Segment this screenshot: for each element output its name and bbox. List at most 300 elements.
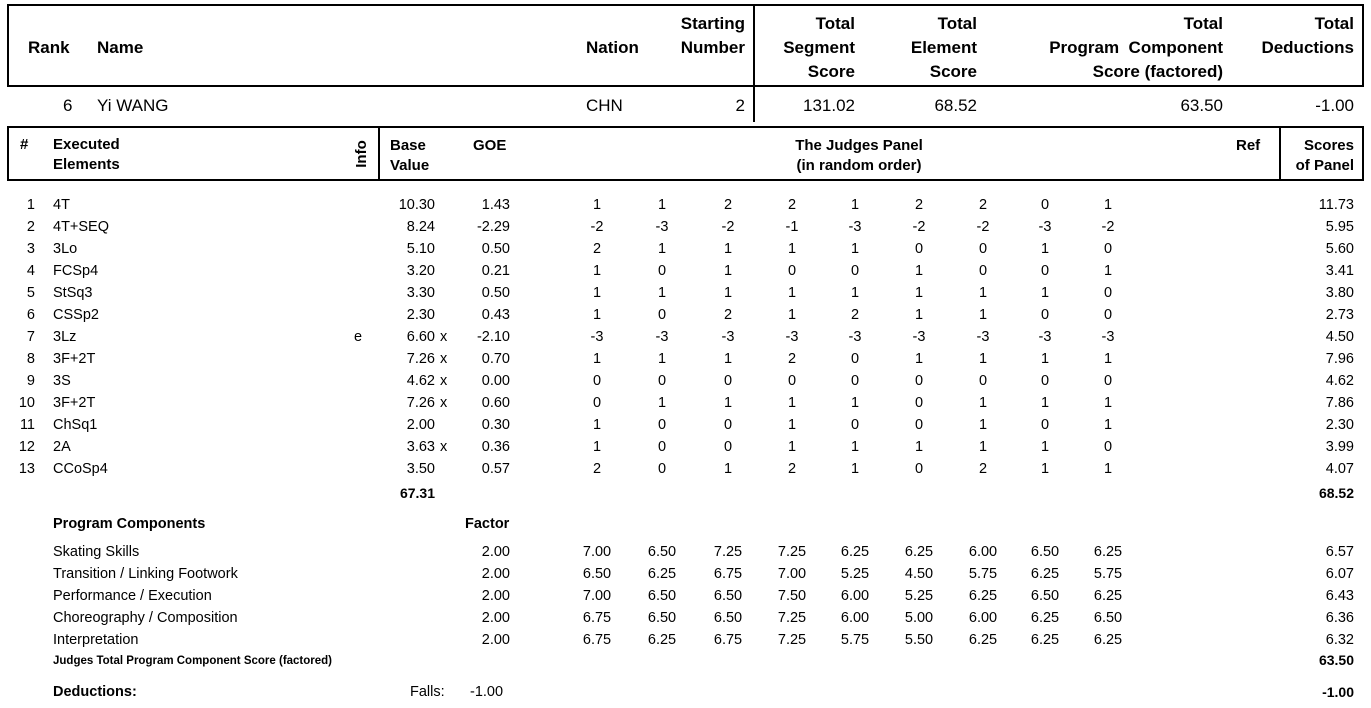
judge-score: 1 [723, 285, 733, 301]
element-panel-score: 5.95 [1325, 219, 1354, 235]
element-row [0, 436, 1371, 458]
judge-score: 0 [1040, 263, 1050, 279]
judge-mark: 6.25 [904, 544, 934, 560]
element-name: CCoSp4 [53, 461, 108, 477]
judge-mark: 7.00 [582, 544, 612, 560]
element-goe: 0.50 [481, 241, 510, 257]
skater-total-deductions: -1.00 [1315, 96, 1354, 115]
judge-score: 0 [850, 351, 860, 367]
judge-score: -3 [721, 329, 735, 345]
judge-mark: 6.50 [713, 588, 743, 604]
element-num: 9 [26, 373, 35, 389]
element-name: FCSp4 [53, 263, 99, 279]
element-goe: 1.43 [481, 197, 510, 213]
element-name: ChSq1 [53, 417, 98, 433]
judge-score: 0 [1040, 307, 1050, 323]
judge-mark: 7.00 [777, 566, 807, 582]
judge-mark: 6.50 [647, 588, 677, 604]
judge-score: 0 [850, 373, 860, 389]
col-num-header: # [20, 136, 29, 153]
element-num: 12 [18, 439, 35, 455]
component-panel-score: 6.57 [1325, 544, 1354, 560]
judge-mark: 6.00 [968, 610, 998, 626]
elements-score-total: 68.52 [1318, 485, 1354, 501]
element-panel-score: 3.99 [1325, 439, 1354, 455]
element-num: 3 [26, 241, 35, 257]
judge-mark: 5.75 [968, 566, 998, 582]
component-panel-score: 6.36 [1325, 610, 1354, 626]
component-factor: 2.00 [481, 632, 510, 648]
judge-score: 1 [657, 351, 667, 367]
header-name: Name [97, 38, 144, 57]
judge-score: 1 [1103, 197, 1113, 213]
element-goe: 0.21 [481, 263, 510, 279]
element-base-value: 4.62 [406, 373, 435, 389]
judge-score: 0 [657, 439, 667, 455]
judge-mark: 5.00 [904, 610, 934, 626]
component-name: Interpretation [53, 632, 139, 648]
element-base-value: 10.30 [398, 197, 435, 213]
col-ref-header: Ref [1236, 137, 1261, 154]
skater-total-element-score: 68.52 [934, 96, 977, 115]
judge-score: 1 [723, 263, 733, 279]
element-base-value: 6.60 [406, 329, 435, 345]
judge-mark: 5.75 [840, 632, 870, 648]
judge-mark: 6.50 [713, 610, 743, 626]
judge-score: -1 [785, 219, 799, 235]
header-total-pcs: Total Program Component Score (factored) [1049, 14, 1223, 81]
component-name: Transition / Linking Footwork [53, 566, 238, 582]
element-num: 6 [26, 307, 35, 323]
element-row [0, 216, 1371, 238]
judge-mark: 6.75 [582, 632, 612, 648]
element-base-value: 3.50 [406, 461, 435, 477]
judge-mark: 6.50 [647, 544, 677, 560]
judge-score: 1 [787, 439, 797, 455]
judge-score: 1 [850, 461, 860, 477]
judge-score: 0 [657, 373, 667, 389]
judge-score: 1 [978, 285, 988, 301]
deductions-label: Deductions: [53, 684, 137, 700]
components-title: Program Components [53, 516, 206, 532]
summary-header-divider [753, 4, 755, 122]
judge-mark: 6.00 [840, 610, 870, 626]
judge-score: 0 [592, 373, 602, 389]
element-row [0, 282, 1371, 304]
judge-score: 1 [723, 241, 733, 257]
element-name: StSq3 [53, 285, 93, 301]
judge-score: 1 [592, 307, 602, 323]
components-total-label: Judges Total Program Component Score (factored) [53, 655, 333, 667]
judge-score: 1 [723, 351, 733, 367]
element-row [0, 414, 1371, 436]
judge-score: -2 [721, 219, 735, 235]
judge-score: -2 [590, 219, 604, 235]
judge-score: 0 [914, 373, 924, 389]
deductions-total: -1.00 [1322, 684, 1354, 700]
element-row [0, 194, 1371, 216]
component-name: Skating Skills [53, 544, 140, 560]
element-base-mark: x [440, 329, 448, 345]
element-goe: -2.10 [476, 329, 510, 345]
judge-score: 0 [1103, 439, 1113, 455]
judge-score: 2 [592, 241, 602, 257]
judge-score: -3 [848, 219, 862, 235]
judge-score: 2 [787, 461, 797, 477]
judge-mark: 6.75 [713, 566, 743, 582]
element-panel-score: 7.96 [1325, 351, 1354, 367]
element-name: 3F+2T [53, 351, 96, 367]
skater-rank: 6 [63, 96, 73, 115]
judge-mark: 6.00 [840, 588, 870, 604]
skater-starting-number: 2 [735, 96, 745, 115]
judge-score: -2 [912, 219, 926, 235]
judge-score: 1 [1040, 461, 1050, 477]
judge-score: 1 [914, 307, 924, 323]
element-num: 10 [18, 395, 35, 411]
element-panel-score: 5.60 [1325, 241, 1354, 257]
judge-score: 1 [1103, 351, 1113, 367]
element-panel-score: 3.80 [1325, 285, 1354, 301]
element-row [0, 458, 1371, 480]
judge-score: 0 [1040, 197, 1050, 213]
judge-score: 1 [914, 285, 924, 301]
judge-score: 0 [657, 417, 667, 433]
judge-mark: 7.00 [582, 588, 612, 604]
judge-score: 0 [657, 307, 667, 323]
judge-score: 1 [1103, 461, 1113, 477]
judge-score: 0 [914, 417, 924, 433]
judge-score: 1 [978, 417, 988, 433]
judge-mark: 6.50 [1030, 588, 1060, 604]
element-row [0, 326, 1371, 348]
component-factor: 2.00 [481, 610, 510, 626]
header-total-segment-score: Total Segment Score [783, 14, 855, 81]
judge-score: 1 [787, 395, 797, 411]
judge-mark: 7.25 [777, 544, 807, 560]
header-starting-number: Starting Number [680, 14, 745, 57]
judge-score: 2 [787, 197, 797, 213]
judge-mark: 6.50 [647, 610, 677, 626]
judge-score: 1 [657, 241, 667, 257]
element-name: CSSp2 [53, 307, 99, 323]
judge-score: 0 [657, 461, 667, 477]
judge-score: 1 [1040, 439, 1050, 455]
judge-mark: 4.50 [904, 566, 934, 582]
element-num: 1 [26, 197, 35, 213]
col-executed-header: Executed Elements [53, 136, 120, 173]
element-name: 3Lz [53, 329, 77, 345]
element-base-value: 3.20 [406, 263, 435, 279]
judge-score: -3 [848, 329, 862, 345]
judge-score: -3 [655, 219, 669, 235]
judge-score: 1 [978, 439, 988, 455]
judge-score: 1 [592, 197, 602, 213]
header-total-element-score: Total Element Score [910, 14, 977, 81]
judge-mark: 6.50 [1093, 610, 1123, 626]
element-name: 3F+2T [53, 395, 96, 411]
judge-score: 0 [723, 417, 733, 433]
judge-score: 0 [1040, 373, 1050, 389]
judge-mark: 6.00 [968, 544, 998, 560]
judge-score: -3 [785, 329, 799, 345]
element-goe: 0.36 [481, 439, 510, 455]
judge-score: 1 [1040, 395, 1050, 411]
judge-score: 1 [787, 307, 797, 323]
judge-score: 2 [723, 197, 733, 213]
judge-score: 1 [914, 263, 924, 279]
judge-score: 2 [787, 351, 797, 367]
element-base-value: 3.63 [406, 439, 435, 455]
judge-score: 1 [850, 285, 860, 301]
judge-mark: 6.25 [1093, 588, 1123, 604]
judge-mark: 6.25 [840, 544, 870, 560]
skater-name: Yi WANG [97, 96, 169, 115]
judge-score: 1 [787, 241, 797, 257]
judge-mark: 5.25 [904, 588, 934, 604]
judge-mark: 6.75 [582, 610, 612, 626]
judge-score: 0 [978, 241, 988, 257]
judge-score: 1 [1040, 351, 1050, 367]
element-base-mark: x [440, 439, 448, 455]
skater-nation: CHN [586, 96, 623, 115]
element-base-mark: x [440, 373, 448, 389]
element-base-value: 2.00 [406, 417, 435, 433]
header-rank: Rank [28, 38, 70, 57]
element-row [0, 260, 1371, 282]
element-name: 3Lo [53, 241, 78, 257]
element-num: 11 [19, 417, 35, 433]
judge-score: 0 [787, 373, 797, 389]
element-base-value: 2.30 [406, 307, 435, 323]
judge-score: 0 [787, 263, 797, 279]
element-goe: 0.00 [481, 373, 510, 389]
judge-score: -3 [1101, 329, 1115, 345]
element-num: 2 [26, 219, 35, 235]
judge-score: -2 [1101, 219, 1115, 235]
element-name: 3S [53, 373, 71, 389]
judge-mark: 6.25 [1093, 632, 1123, 648]
element-num: 4 [26, 263, 35, 279]
element-base-value: 3.30 [406, 285, 435, 301]
judge-score: 1 [1103, 263, 1113, 279]
judge-mark: 7.50 [777, 588, 807, 604]
judge-score: 0 [850, 263, 860, 279]
component-row [0, 629, 1371, 651]
judge-score: 1 [978, 351, 988, 367]
element-row [0, 348, 1371, 370]
judge-score: 1 [592, 263, 602, 279]
judge-score: 1 [978, 395, 988, 411]
judge-score: 1 [657, 395, 667, 411]
element-num: 13 [18, 461, 35, 477]
judge-score: 2 [978, 461, 988, 477]
judge-score: -3 [655, 329, 669, 345]
element-base-value: 5.10 [406, 241, 435, 257]
component-name: Choreography / Composition [53, 610, 238, 626]
element-name: 4T [53, 197, 70, 213]
component-name: Performance / Execution [53, 588, 212, 604]
component-factor: 2.00 [481, 566, 510, 582]
judge-score: 0 [592, 395, 602, 411]
element-row [0, 304, 1371, 326]
judge-score: 1 [592, 417, 602, 433]
element-name: 2A [53, 439, 71, 455]
component-factor: 2.00 [481, 588, 510, 604]
col-scores-header: Scores of Panel [1295, 137, 1354, 174]
judge-score: -3 [912, 329, 926, 345]
element-num: 7 [26, 329, 35, 345]
judge-score: 1 [787, 285, 797, 301]
components-factor-header: Factor [465, 516, 510, 532]
judge-score: 1 [657, 285, 667, 301]
judge-score: 0 [723, 439, 733, 455]
judge-mark: 7.25 [777, 632, 807, 648]
judge-score: -3 [590, 329, 604, 345]
col-goe-header: GOE [473, 137, 507, 154]
judge-mark: 6.75 [713, 632, 743, 648]
judge-score: 0 [1040, 417, 1050, 433]
skater-total-pcs: 63.50 [1180, 96, 1223, 115]
judge-score: -3 [1038, 329, 1052, 345]
judge-score: 0 [657, 263, 667, 279]
element-panel-score: 7.86 [1325, 395, 1354, 411]
element-row [0, 392, 1371, 414]
component-row [0, 541, 1371, 563]
elements-header-box [7, 126, 1364, 181]
judge-mark: 7.25 [777, 610, 807, 626]
judge-mark: 6.50 [582, 566, 612, 582]
judge-score: 0 [1103, 285, 1113, 301]
judge-score: 1 [723, 461, 733, 477]
judge-mark: 5.50 [904, 632, 934, 648]
judge-score: 0 [914, 395, 924, 411]
component-panel-score: 6.43 [1325, 588, 1354, 604]
falls-label: Falls: [410, 684, 445, 700]
element-base-mark: x [440, 351, 448, 367]
judge-score: -3 [1038, 219, 1052, 235]
component-row [0, 563, 1371, 585]
judge-mark: 6.25 [968, 588, 998, 604]
judge-score: 2 [592, 461, 602, 477]
judge-score: 1 [592, 439, 602, 455]
judge-score: 0 [1103, 307, 1113, 323]
element-num: 8 [26, 351, 35, 367]
judge-mark: 5.25 [840, 566, 870, 582]
judge-score: 1 [850, 197, 860, 213]
judge-score: 2 [978, 197, 988, 213]
judge-mark: 6.25 [1030, 566, 1060, 582]
judge-score: 1 [850, 241, 860, 257]
element-goe: 0.43 [481, 307, 510, 323]
judge-score: 1 [657, 197, 667, 213]
judge-score: -3 [976, 329, 990, 345]
element-row [0, 238, 1371, 260]
judge-score: 0 [723, 373, 733, 389]
judge-score: 2 [850, 307, 860, 323]
judge-score: 0 [914, 461, 924, 477]
element-name: 4T+SEQ [53, 219, 110, 235]
element-panel-score: 4.62 [1325, 373, 1354, 389]
judge-score: -2 [976, 219, 990, 235]
skater-total-segment-score: 131.02 [803, 96, 855, 115]
element-base-value: 8.24 [406, 219, 435, 235]
component-panel-score: 6.32 [1325, 632, 1354, 648]
element-panel-score: 3.41 [1325, 263, 1354, 279]
element-goe: 0.60 [481, 395, 510, 411]
element-base-value: 7.26 [406, 351, 435, 367]
component-panel-score: 6.07 [1325, 566, 1354, 582]
elements-base-total: 67.31 [399, 485, 435, 501]
judge-score: 2 [723, 307, 733, 323]
judge-score: 1 [592, 351, 602, 367]
element-row [0, 370, 1371, 392]
element-base-value: 7.26 [406, 395, 435, 411]
falls-value: -1.00 [470, 684, 504, 700]
judge-mark: 6.25 [1030, 610, 1060, 626]
element-panel-score: 4.50 [1325, 329, 1354, 345]
judge-score: 0 [978, 373, 988, 389]
element-panel-score: 11.73 [1318, 197, 1354, 213]
judge-mark: 7.25 [713, 544, 743, 560]
col-judges-header: The Judges Panel (in random order) [795, 137, 923, 174]
judge-score: 2 [914, 197, 924, 213]
element-info: e [354, 329, 363, 345]
element-panel-score: 2.73 [1325, 307, 1354, 323]
components-total-score: 63.50 [1318, 652, 1354, 668]
judge-mark: 6.25 [1030, 632, 1060, 648]
judge-mark: 6.25 [1093, 544, 1123, 560]
component-row [0, 585, 1371, 607]
judge-mark: 6.50 [1030, 544, 1060, 560]
header-nation: Nation [586, 38, 639, 57]
element-panel-score: 4.07 [1325, 461, 1354, 477]
judge-mark: 6.25 [647, 632, 677, 648]
judge-score: 1 [723, 395, 733, 411]
judge-score: 0 [914, 241, 924, 257]
col-base-header: Base Value [390, 137, 430, 174]
judge-score: 0 [850, 417, 860, 433]
element-goe: -2.29 [476, 219, 510, 235]
element-base-mark: x [440, 395, 448, 411]
element-goe: 0.30 [481, 417, 510, 433]
judge-score: 1 [592, 285, 602, 301]
judge-score: 1 [1103, 395, 1113, 411]
judge-score: 1 [850, 439, 860, 455]
element-goe: 0.50 [481, 285, 510, 301]
component-row [0, 607, 1371, 629]
judge-score: 1 [978, 307, 988, 323]
judge-score: 0 [1103, 373, 1113, 389]
element-num: 5 [26, 285, 35, 301]
element-goe: 0.57 [481, 461, 510, 477]
judge-mark: 6.25 [647, 566, 677, 582]
scores-column-divider [1279, 126, 1281, 181]
judge-score: 1 [1103, 417, 1113, 433]
judge-score: 1 [1040, 285, 1050, 301]
element-goe: 0.70 [481, 351, 510, 367]
header-total-deductions: Total Deductions [1261, 14, 1354, 57]
judge-score: 0 [978, 263, 988, 279]
judge-score: 0 [1103, 241, 1113, 257]
component-factor: 2.00 [481, 544, 510, 560]
judge-score: 1 [1040, 241, 1050, 257]
judge-score: 1 [787, 417, 797, 433]
judge-mark: 6.25 [968, 632, 998, 648]
judge-score: 1 [914, 439, 924, 455]
judge-score: 1 [914, 351, 924, 367]
info-column-divider [378, 126, 380, 181]
